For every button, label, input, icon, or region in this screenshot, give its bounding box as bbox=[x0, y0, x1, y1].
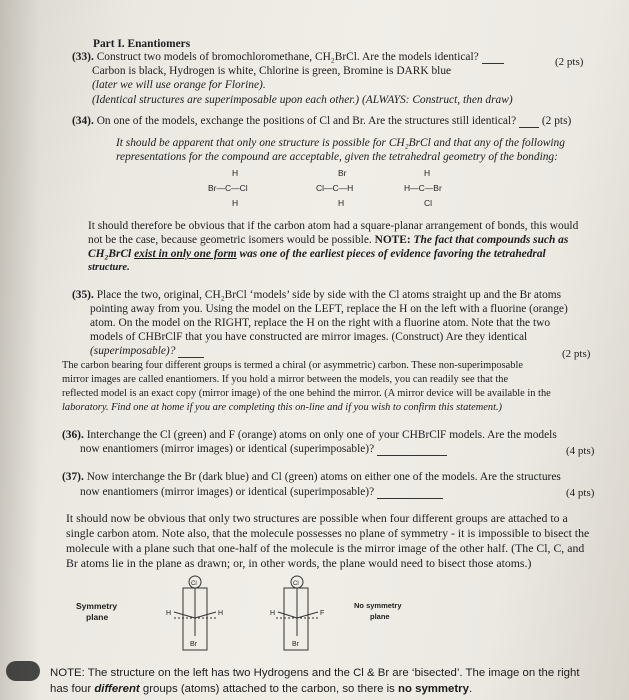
q34-number: (34). bbox=[72, 115, 94, 127]
structure-2-top: Br bbox=[338, 168, 347, 178]
q33-number: (33). bbox=[72, 51, 94, 63]
q34-line3: representations for the compound are acceptable, given the tetrahedral geometry of the bonding: bbox=[116, 151, 558, 163]
q37-answer-blank[interactable] bbox=[377, 487, 443, 499]
q34-line2: It should be apparent that only one structure is possible for CH₂BrCl and that any of the following bbox=[116, 137, 565, 149]
q34-para2: not be the case, because geometric isomers would be possible. NOTE: The fact that compounds such as bbox=[88, 234, 569, 246]
svg-text:F: F bbox=[320, 610, 325, 617]
structure-3-bottom: Cl bbox=[424, 198, 433, 208]
q36-number: (36). bbox=[62, 429, 84, 441]
right-molecule-diagram bbox=[270, 572, 340, 664]
symmetry-plane-label-2: plane bbox=[86, 612, 109, 622]
q33-line4 bbox=[92, 93, 513, 107]
q36-points: (4 pts) bbox=[566, 445, 595, 457]
conclusion-l3: molecule with a plane such that one-half of the molecule is the mirror image of the other half. (The Cl, C, and bbox=[66, 541, 585, 555]
q33-identical-note: (Identical structures are superimposable upon each other.) bbox=[92, 94, 360, 106]
structure-2-bottom: H bbox=[338, 198, 345, 208]
q35-answer-blank[interactable] bbox=[178, 346, 204, 358]
binder-ring bbox=[6, 661, 40, 681]
structure-1-top: H bbox=[232, 168, 239, 178]
final-note-l1: NOTE: The structure on the left has two Hydrogens and the Cl & Br are ‘bisected’. The image on the right bbox=[50, 667, 580, 679]
left-molecule-diagram bbox=[160, 572, 230, 664]
q35-line3: atom. On the model on the RIGHT, replace the H on the right with a fluorine atom. Note that the two bbox=[90, 317, 551, 329]
q37-number: (37). bbox=[62, 471, 84, 483]
q34-para1: It should therefore be obvious that if the carbon atom had a square-planar arrangement of bonds, this would bbox=[88, 220, 579, 232]
q34-para4: structure. bbox=[88, 262, 130, 273]
q34-text: On one of the models, exchange the positions of Cl and Br. Are the structures still identical? bbox=[96, 115, 517, 127]
q34-points: (2 pts) bbox=[541, 115, 572, 127]
q35-points: (2 pts) bbox=[562, 348, 591, 360]
q37-line2: now enantiomers (mirror images) or identical (superimposable)? bbox=[80, 485, 443, 499]
q37-line1: (37). Now interchange the Br (dark blue) and Cl (green) atoms on either one of the models. Are the structures bbox=[62, 471, 561, 483]
svg-text:H: H bbox=[166, 610, 172, 617]
q33-line3: (later we will use orange for Florine). bbox=[92, 79, 266, 91]
svg-text:H: H bbox=[218, 610, 224, 617]
q35-line1: (35). Place the two, original, CH₂BrCl ‘models’ side by side with the Cl atoms straight up and the Br atoms bbox=[72, 289, 562, 301]
q34-answer-blank[interactable] bbox=[519, 116, 539, 128]
symmetry-plane-label-1: Symmetry bbox=[76, 601, 118, 611]
structure-2-row: Cl—C—H bbox=[316, 183, 354, 193]
no-symmetry-label-2: plane bbox=[370, 612, 390, 621]
q35-line2: pointing away from you. Using the model on the LEFT, replace the H on the left with a fluorine (orange) bbox=[90, 303, 568, 315]
q33-line2: Carbon is black, Hydrogen is white, Chlorine is green, Bromine is DARK blue bbox=[92, 65, 452, 77]
q33-text: Construct two models of bromochloromethane, CH₂BrCl. Are the models identical? bbox=[96, 51, 479, 63]
final-note-l2: has four different groups (atoms) attached to the carbon, so there is no symmetry. bbox=[50, 683, 473, 695]
svg-text:Br: Br bbox=[292, 641, 299, 648]
q34-note-label: NOTE: bbox=[374, 234, 411, 246]
q33-always-note: (ALWAYS: Construct, then draw) bbox=[361, 94, 513, 106]
structure-1-row: Br—C—Cl bbox=[208, 183, 248, 193]
q35-number: (35). bbox=[72, 289, 94, 301]
conclusion-l4: Br atoms lie in the plane as drawn; or, in other words, the plane would need to bisect those atoms.) bbox=[66, 556, 532, 570]
q35-line4: models of CHBrClF that you have constructed are mirror images. (Construct) Are they identical bbox=[90, 331, 528, 343]
q33-points: (2 pts) bbox=[555, 56, 584, 68]
q36-answer-blank[interactable] bbox=[377, 444, 447, 456]
q36-line2: now enantiomers (mirror images) or identical (superimposable)? bbox=[80, 442, 447, 456]
q35-p3: reflected model is an exact copy (mirror image) of the one behind the mirror. (A mirror device will be available in the bbox=[62, 388, 551, 399]
q34-line1 bbox=[72, 114, 571, 128]
q35-line5: (superimposable)? bbox=[90, 344, 204, 358]
conclusion-l2: single carbon atom. Note also, that the molecule possesses no plane of symmetry - it is impossible to bisect the bbox=[66, 526, 590, 540]
q33-line1 bbox=[72, 50, 504, 64]
svg-text:Br: Br bbox=[190, 641, 197, 648]
q37-points: (4 pts) bbox=[566, 487, 595, 499]
svg-text:Cl: Cl bbox=[293, 581, 299, 587]
svg-text:H: H bbox=[270, 610, 276, 617]
page-edge-shadow bbox=[0, 0, 40, 700]
left-top-label: Cl bbox=[191, 581, 197, 587]
structure-3-row: H—C—Br bbox=[404, 183, 442, 193]
no-symmetry-label-1: No symmetry bbox=[354, 601, 402, 610]
structure-1-bottom: H bbox=[232, 198, 239, 208]
q35-p2: mirror images are called enantiomers. If you hold a mirror between the models, you can readily see that the bbox=[62, 374, 509, 385]
q35-p1: The carbon bearing four different groups is termed a chiral (or asymmetric) carbon. These non-superimposable bbox=[62, 360, 523, 371]
q34-para3: CH₂BrCl exist in only one form was one of the earliest pieces of evidence favoring the tetrahedral bbox=[88, 248, 546, 260]
structure-3-top: H bbox=[424, 168, 431, 178]
q33-answer-blank[interactable] bbox=[482, 52, 504, 64]
conclusion-l1: It should now be obvious that only two structures are possible when four different groups are attached to a bbox=[66, 511, 568, 525]
part-title: Part I. Enantiomers bbox=[93, 38, 191, 50]
q36-line1: (36). Interchange the Cl (green) and F (orange) atoms on only one of your CHBrClF models. Are the models bbox=[62, 429, 557, 441]
q35-p4: laboratory. Find one at home if you are completing this on-line and if you wish to confirm this statement.) bbox=[62, 402, 503, 413]
